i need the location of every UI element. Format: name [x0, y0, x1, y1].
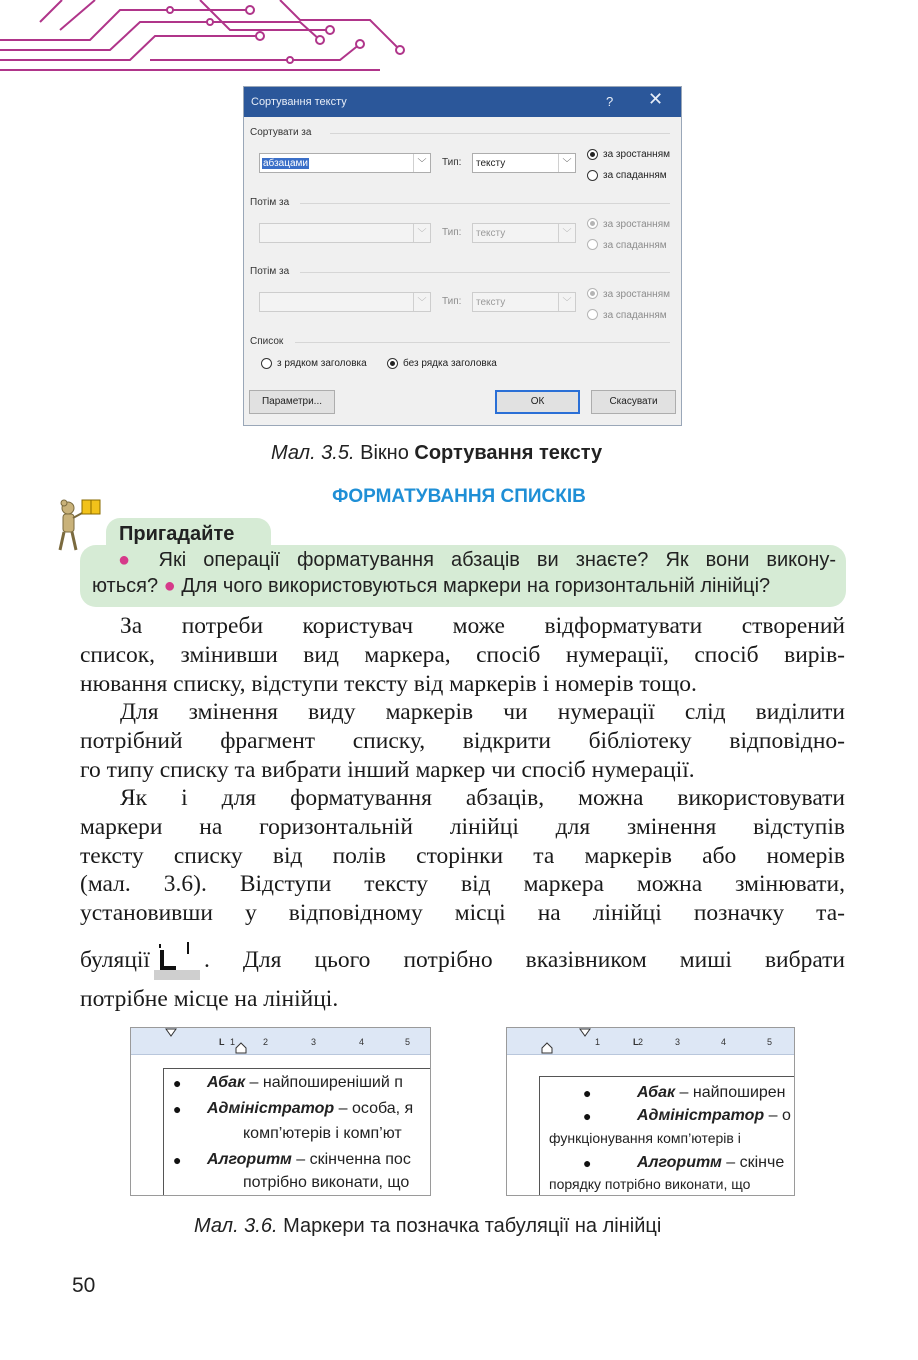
sort-by-type-value: тексту	[476, 158, 506, 169]
sort-by-desc-radio[interactable]	[587, 170, 598, 181]
then-by-1-asc-radio[interactable]	[587, 218, 598, 229]
then-by-2-asc-label: за зростанням	[603, 289, 670, 300]
caption-bold: Сортування тексту	[414, 442, 603, 464]
ruler-tick: 3	[311, 1037, 317, 1047]
remember-line-2: ються? ● Для чого використовуються маркери на горизонтальній лінійці?	[92, 575, 771, 597]
sort-by-type-select[interactable]	[472, 153, 576, 173]
then-by-2-type-value: тексту	[476, 297, 506, 308]
then-by-1-desc-radio[interactable]	[587, 239, 598, 250]
caption-number: Мал. 3.5.	[271, 442, 355, 464]
text-line: потрібне місце на лінійці.	[80, 986, 339, 1012]
ruler-tick: 4	[721, 1037, 727, 1047]
circuit-decoration	[0, 0, 430, 72]
mascot-reader-icon	[54, 496, 104, 552]
list-item-continuation: потрібно виконати, що	[243, 1174, 410, 1191]
list-item: Адміністратор – особа, я	[207, 1100, 414, 1117]
ruler-figure-right	[506, 1027, 795, 1196]
chevron-down-icon: ﹀	[413, 224, 430, 242]
bullet-icon: ●	[173, 1152, 182, 1168]
then-by-1-type-select[interactable]	[472, 223, 576, 243]
list-label: Список	[250, 336, 284, 347]
text-line: потрібний фрагмент списку, відкрити бібліотеку відповідно-	[80, 727, 845, 754]
chevron-down-icon: ﹀	[558, 293, 575, 311]
then-by-2-label: Потім за	[250, 266, 290, 277]
then-by-2-group	[250, 266, 289, 277]
list-item: Абак – найпоширеніший п	[207, 1074, 403, 1091]
then-by-1-label: Потім за	[250, 197, 290, 208]
then-by-2-type-label: Тип:	[442, 296, 462, 307]
chevron-down-icon: ﹀	[413, 293, 430, 311]
chevron-down-icon: ﹀	[558, 224, 575, 242]
options-button[interactable]: Параметри...	[249, 390, 335, 414]
then-by-2-type-select[interactable]	[472, 292, 576, 312]
paragraph-2	[80, 698, 845, 784]
then-by-1-field-select[interactable]	[259, 223, 431, 243]
text-line: го типу списку та вибрати інший маркер чи спосіб нумерації.	[80, 756, 695, 783]
ruler-tick: 1	[595, 1037, 601, 1047]
section-title: ФОРМАТУВАННЯ СПИСКІВ	[332, 486, 586, 507]
bullet-icon: ●	[583, 1085, 592, 1101]
remember-heading: Пригадайте	[119, 523, 235, 545]
sort-by-group	[250, 127, 311, 138]
hanging-indent-marker-icon	[235, 1042, 247, 1054]
chevron-down-icon: ﹀	[413, 154, 430, 172]
figure-caption-3-6	[194, 1215, 661, 1238]
remember-question-1-end: ються?	[92, 575, 159, 597]
tab-stop-marker-icon: L	[219, 1037, 225, 1047]
list-group	[250, 336, 283, 347]
text-line: (мал. 3.6). Відступи тексту від маркера можна змінювати,	[80, 871, 845, 898]
then-by-2-asc-radio[interactable]	[587, 288, 598, 299]
list-item: Адміністратор – о	[637, 1107, 791, 1124]
list-item-continuation: порядку потрібно виконати, що	[549, 1176, 751, 1192]
figure-caption-3-5	[271, 442, 602, 465]
without-header-label: без рядка заголовка	[403, 358, 497, 369]
help-icon[interactable]: ?	[606, 94, 614, 109]
sort-text-dialog	[243, 86, 682, 426]
bullet-icon: ●	[173, 1075, 182, 1091]
without-header-radio[interactable]	[387, 358, 398, 369]
ruler-figure-left	[130, 1027, 431, 1196]
caption-text: Вікно	[360, 442, 409, 464]
text-line: . Для цього потрібно вказівником миші вибрати	[203, 946, 845, 973]
ok-button[interactable]: ОК	[495, 390, 580, 414]
caption-number: Мал. 3.6.	[194, 1215, 278, 1237]
list-item: Алгоритм – скінче	[637, 1154, 785, 1171]
dialog-title: Сортування тексту	[251, 96, 347, 108]
text-line: установивши у відповідному місці на лінійці позначку та-	[80, 900, 845, 927]
remember-question-2: Для чого використовуються маркери на горизонтальній лінійці?	[181, 575, 771, 597]
remember-box	[80, 545, 846, 607]
first-line-indent-marker-icon	[579, 1028, 591, 1038]
then-by-1-asc-label: за зростанням	[603, 219, 670, 230]
tab-stop-marker-icon: L	[633, 1037, 639, 1047]
with-header-label: з рядком заголовка	[277, 358, 367, 369]
then-by-1-group	[250, 197, 289, 208]
text-line: нювання списку, відступи тексту від маркерів і номерів тощо.	[80, 670, 697, 697]
bullet-icon: ●	[173, 1101, 182, 1117]
dialog-titlebar	[244, 87, 681, 117]
list-item-continuation: функціонування комп’ютерів і	[549, 1130, 741, 1146]
then-by-2-desc-radio[interactable]	[587, 309, 598, 320]
then-by-1-type-label: Тип:	[442, 227, 462, 238]
caption-text: Маркери та позначка табуляції на лінійці	[283, 1215, 662, 1237]
remember-question-1: Які операції форматування абзаців ви знаєте? Як вони викону-	[158, 549, 836, 571]
ruler-tick: 4	[359, 1037, 365, 1047]
remember-line-1: ● Які операції форматування абзаців ви знаєте? Як вони викону-	[118, 549, 836, 571]
then-by-2-field-select[interactable]	[259, 292, 431, 312]
ruler-tick: 1	[230, 1037, 236, 1047]
sort-by-type-label: Тип:	[442, 157, 462, 168]
bullet-icon: ●	[583, 1155, 592, 1171]
horizontal-ruler	[507, 1028, 794, 1055]
chevron-down-icon: ﹀	[558, 154, 575, 172]
page-number: 50	[72, 1274, 96, 1297]
close-icon[interactable]: ✕	[648, 89, 664, 109]
list-item: Алгоритм – скінченна пос	[207, 1151, 411, 1168]
text-line: список, змінивши вид маркера, спосіб нумерації, спосіб вирів-	[80, 641, 845, 668]
ruler-tick: 5	[767, 1037, 773, 1047]
sort-by-asc-label: за зростанням	[603, 149, 670, 160]
cancel-button[interactable]: Скасувати	[591, 390, 676, 414]
then-by-2-desc-label: за спаданням	[603, 310, 667, 321]
text-line: маркери на горизонтальній лінійці для змінення відступів	[80, 813, 845, 840]
horizontal-ruler	[131, 1028, 430, 1055]
sort-by-label: Сортувати за	[250, 127, 312, 138]
first-line-indent-marker-icon	[165, 1028, 177, 1038]
sort-by-asc-radio[interactable]	[587, 149, 598, 160]
then-by-1-desc-label: за спаданням	[603, 240, 667, 251]
text-line: Для змінення виду маркерів чи нумерації слід виділити	[120, 699, 845, 725]
bullet-icon: ●	[583, 1108, 592, 1124]
ruler-tick: 5	[405, 1037, 411, 1047]
text-line: тексту списку від полів сторінки та маркерів або номерів	[80, 842, 845, 869]
text-line: Як і для форматування абзаців, можна використовувати	[120, 785, 845, 811]
ruler-tick: 2	[263, 1037, 269, 1047]
text-line: За потреби користувач може відформатувати створений	[120, 613, 845, 639]
then-by-1-type-value: тексту	[476, 228, 506, 239]
with-header-radio[interactable]	[261, 358, 272, 369]
hanging-indent-marker-icon	[541, 1042, 553, 1054]
list-item: Абак – найпоширен	[637, 1084, 786, 1101]
sort-by-desc-label: за спаданням	[603, 170, 667, 181]
ruler-tick: 2	[638, 1037, 644, 1047]
sort-by-field-select[interactable]	[259, 153, 431, 173]
ruler-tick: 3	[675, 1037, 681, 1047]
paragraph-3	[80, 784, 845, 928]
list-item-continuation: комп’ютерів і комп’ют	[243, 1125, 402, 1142]
tab-stop-icon	[154, 940, 200, 980]
text-line: буляції	[80, 946, 150, 973]
sort-by-field-value: абзацами	[263, 158, 308, 169]
tab-stop-line	[80, 940, 845, 980]
paragraph-1	[80, 612, 845, 698]
